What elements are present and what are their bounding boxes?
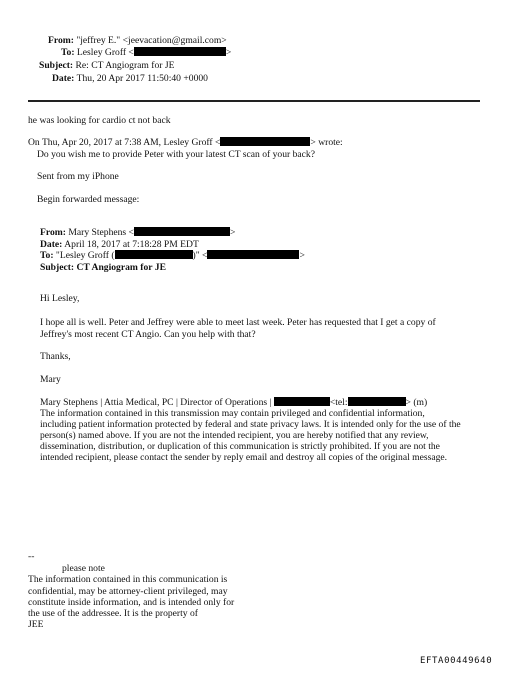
date-label: Date: (52, 73, 75, 84)
fwd-from (40, 227, 235, 239)
disclaimer-line: person(s) named above. If you are not the intended recipient, you are hereby notified that any review, (40, 430, 429, 441)
redaction-block (115, 250, 193, 259)
disclaimer-line: dissemination, distribution, or duplication of this communication is strictly prohibited. If you are not the (40, 441, 440, 452)
bates-number: EFTA00449640 (420, 656, 493, 666)
date-value: Thu, 20 Apr 2017 11:50:40 +0000 (76, 73, 208, 84)
body-line-2: Jeffrey's most recent CT Angio. Can you help with that? (40, 329, 256, 340)
redaction-block (134, 47, 226, 56)
fwd-subject-label: Subject: CT Angiogram for JE (40, 262, 166, 273)
fwd-date-label: Date: (40, 239, 63, 250)
from-value: "jeffrey E." <jeevacation@gmail.com> (76, 35, 227, 46)
from-label: From: (48, 35, 74, 46)
fwd-to-mid: )" < (192, 250, 208, 261)
header-to (61, 47, 231, 59)
thanks: Thanks, (40, 351, 71, 362)
notice-line: confidential, may be attorney-client privileged, may (28, 586, 228, 597)
fwd-to (40, 250, 305, 262)
notice-line: the use of the addressee. It is the property of (28, 608, 198, 619)
header-subject (39, 60, 174, 72)
quoted-question: Do you wish me to provide Peter with your latest CT scan of your back? (37, 149, 315, 160)
fwd-subject (40, 262, 166, 274)
sender-name: Mary (40, 374, 61, 385)
fwd-date (40, 239, 199, 251)
fwd-from-end: > (229, 227, 236, 238)
notice-line: JEE (28, 619, 44, 630)
header-from (48, 35, 227, 47)
to-end: > (225, 47, 232, 58)
notice-line: The information contained in this communication is (28, 574, 228, 585)
fwd-from-label: From: (40, 227, 66, 238)
redaction-block (134, 227, 230, 236)
fwd-from-value: Mary Stephens < (68, 227, 134, 238)
subject-label: Subject: (39, 60, 74, 71)
on-line-start: On Thu, Apr 20, 2017 at 7:38 AM, Lesley Groff < (28, 137, 221, 148)
sent-from: Sent from my iPhone (37, 171, 119, 182)
signature-suffix: > (m) (405, 397, 428, 408)
please-note: please note (62, 563, 105, 574)
to-label: To: (61, 47, 75, 58)
fwd-date-value: April 18, 2017 at 7:18:28 PM EDT (64, 239, 199, 250)
subject-value: Re: CT Angiogram for JE (75, 60, 175, 71)
signature-start: Mary Stephens | Attia Medical, PC | Director of Operations | (40, 397, 272, 408)
redaction-block (274, 397, 330, 406)
quoted-on-line (28, 137, 343, 149)
header-divider (28, 100, 480, 102)
signature-line (40, 397, 427, 409)
redaction-block (348, 397, 406, 406)
begin-forwarded: Begin forwarded message: (37, 194, 140, 205)
fwd-to-value: "Lesley Groff ( (55, 250, 115, 261)
redaction-block (207, 250, 299, 259)
disclaimer-line: The information contained in this transmission may contain privileged and confidential information, (40, 408, 425, 419)
body-line-1: I hope all is well. Peter and Jeffrey were able to meet last week. Peter has requested that I get a copy of (40, 317, 436, 328)
fwd-to-label: To: (40, 250, 54, 261)
footer-dashes: -- (28, 551, 35, 562)
to-value: Lesley Groff < (76, 47, 134, 58)
header-date (52, 73, 208, 85)
disclaimer-line: intended recipient, please contact the sender by reply email and destroy all copies of the original message. (40, 452, 448, 463)
reply-text: he was looking for cardio ct not back (28, 115, 171, 126)
on-line-end: > wrote: (310, 137, 343, 148)
redaction-block (220, 137, 310, 146)
notice-line: constitute inside information, and is intended only for (28, 597, 235, 608)
greeting: Hi Lesley, (40, 293, 80, 304)
signature-tel: <tel: (329, 397, 348, 408)
fwd-to-end: > (299, 250, 305, 261)
disclaimer-line: including patient information protected by federal and state privacy laws. It is intended only for the use of the (40, 419, 461, 430)
